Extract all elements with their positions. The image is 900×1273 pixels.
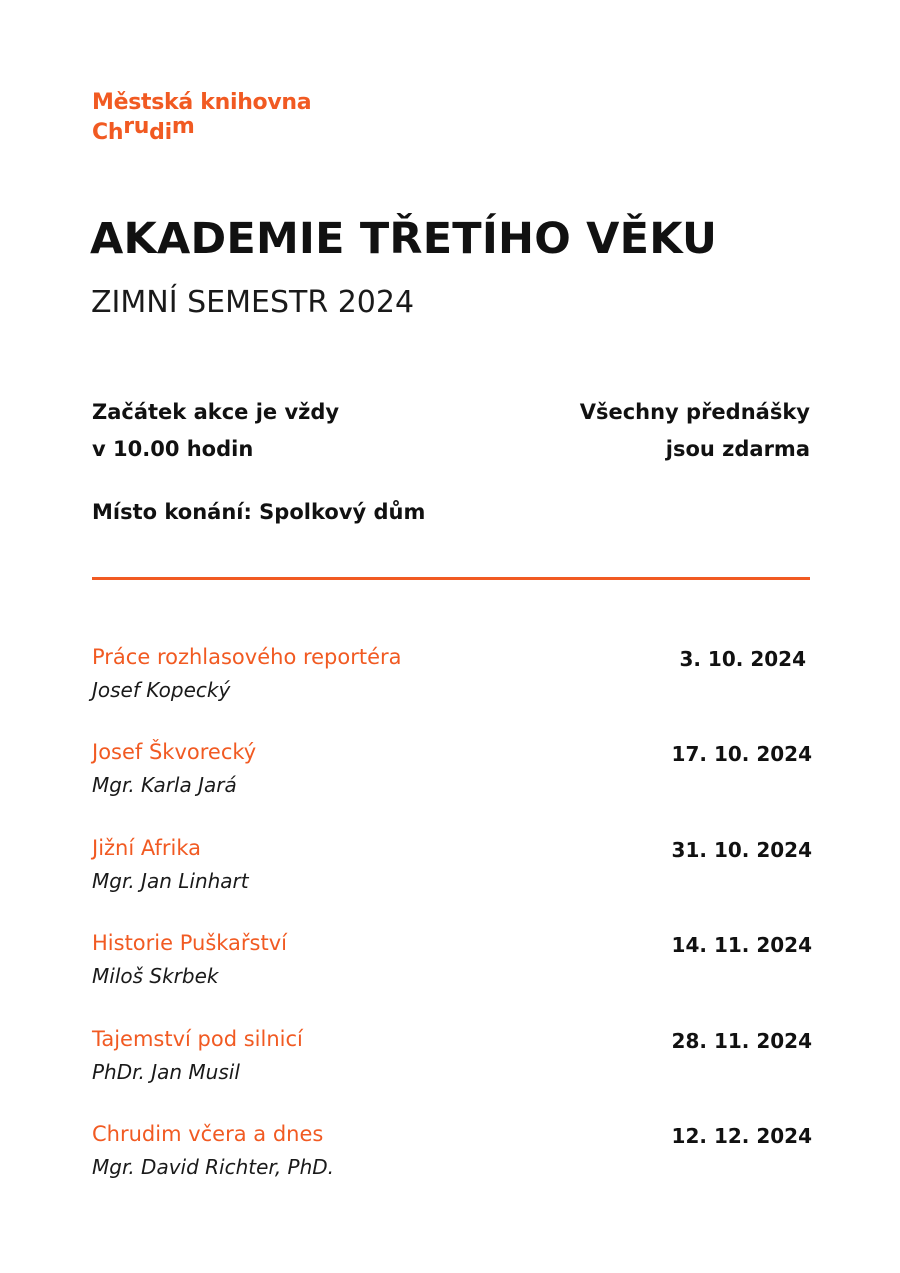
page-subtitle: ZIMNÍ SEMESTR 2024 (91, 285, 415, 320)
lecture-topic: Josef Škvorecký (92, 740, 257, 765)
lecture-date: 12. 12. 2024 (671, 1123, 812, 1148)
venue-info: Místo konání: Spolkový dům (92, 500, 426, 524)
lecture-speaker: Mgr. David Richter, PhD. (92, 1154, 335, 1179)
lecture-topic: Chrudim včera a dnes (92, 1121, 324, 1146)
logo-line-1: Městská knihovna (92, 90, 312, 115)
start-time-line-2: v 10.00 hodin (92, 437, 254, 461)
page-title: AKADEMIE TŘETÍHO VĚKU (90, 214, 718, 264)
lecture-topic: Tajemství pod silnicí (92, 1026, 303, 1051)
lecture-item (92, 836, 812, 931)
lecture-item (92, 1027, 812, 1122)
lecture-item (92, 931, 812, 1026)
library-logo (92, 88, 311, 148)
lecture-speaker: PhDr. Jan Musil (92, 1059, 240, 1084)
free-entry-line-2: jsou zdarma (665, 437, 810, 461)
lecture-date: 17. 10. 2024 (671, 742, 812, 767)
lecture-date: 31. 10. 2024 (671, 837, 812, 862)
lecture-date: 3. 10. 2024 (679, 647, 806, 671)
lecture-speaker: Mgr. Karla Jará (92, 773, 237, 798)
lecture-date: 28. 11. 2024 (671, 1028, 812, 1053)
lecture-speaker: Miloš Skrbek (92, 964, 219, 989)
logo-part: m (171, 114, 195, 139)
lecture-topic: Práce rozhlasového reportéra (92, 645, 402, 669)
start-time-info (92, 394, 339, 468)
logo-part: di (149, 120, 172, 145)
lecture-item (92, 740, 812, 835)
lecture-item (92, 645, 812, 740)
lecture-speaker: Josef Kopecký (92, 678, 231, 702)
lecture-list (92, 645, 812, 1217)
logo-line-2 (92, 114, 311, 148)
free-entry-info (580, 394, 810, 468)
free-entry-line-1: Všechny přednášky (579, 400, 810, 424)
logo-part: ru (123, 114, 150, 139)
lecture-item (92, 1122, 812, 1217)
lecture-date: 14. 11. 2024 (671, 933, 812, 958)
logo-part: Ch (92, 120, 124, 145)
lecture-topic: Jižní Afrika (92, 835, 202, 860)
lecture-speaker: Mgr. Jan Linhart (92, 868, 249, 893)
lecture-topic: Historie Puškařství (92, 931, 287, 956)
divider (92, 577, 810, 580)
start-time-line-1: Začátek akce je vždy (92, 400, 340, 424)
